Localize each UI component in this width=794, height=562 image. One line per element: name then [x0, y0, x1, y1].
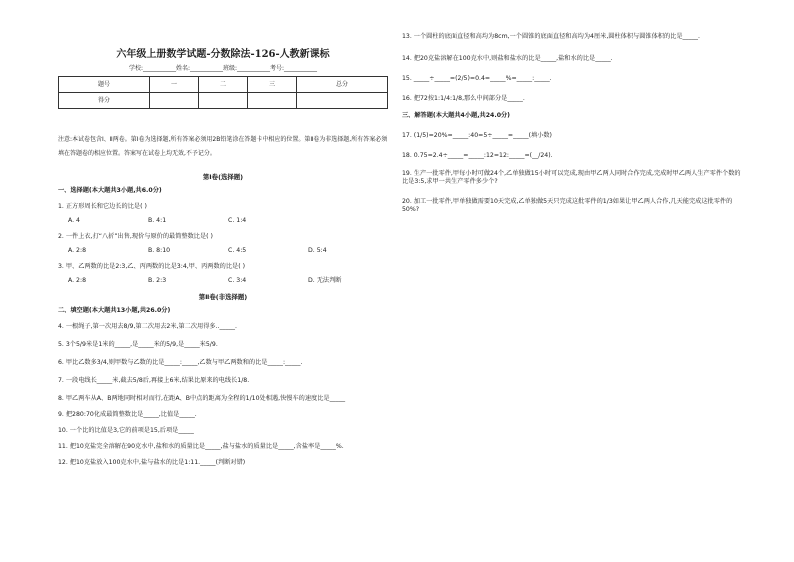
question-18: 18. 0.75=2.4÷_____=_____:12=12:_____=(__/24). — [402, 152, 553, 159]
option: A. 4 — [68, 217, 80, 224]
question-2: 2. 一件上衣,打“八折”出售,现价与原价的最简整数比是( ) — [58, 233, 213, 240]
option: B. 4:1 — [148, 217, 167, 224]
table-cell — [149, 93, 198, 109]
question-4: 4. 一根绳子,第一次用去8/9,第二次用去2米,第二次用得多.._____. — [58, 323, 237, 330]
question-19: 19. 生产一批零件,甲每小时可做24个,乙单独做15小时可以完成,现由甲乙两人同时合作完成,完成时甲乙两人生产零件个数的比是3:5,求甲一共生产零件多少个? — [402, 170, 741, 185]
table-row — [59, 77, 388, 93]
question-3: 3. 甲、乙两数的比是2:3,乙、丙两数的比是3:4,甲、丙两数的比是( ) — [58, 263, 246, 270]
option: D. 无法判断 — [308, 277, 342, 284]
option: C. 1:4 — [228, 217, 247, 224]
option: C. 3:4 — [228, 277, 247, 284]
page-title: 六年级上册数学试题-分数除法-126-人教新课标 — [116, 49, 330, 60]
table-cell: 题号 — [59, 77, 150, 93]
question-15: 15. _____÷_____=(2/5)=0.4=_____%=_____:_____. — [402, 75, 552, 82]
option: A. 2:8 — [68, 277, 87, 284]
table-cell: 得分 — [59, 93, 150, 109]
question-1: 1. 正方形周长和它边长的比是( ) — [58, 203, 147, 210]
part2-title: 第Ⅱ卷(非选择题) — [198, 293, 248, 301]
section-heading: 二、填空题(本大题共13小题,共26.0分) — [58, 307, 171, 314]
left-column — [58, 0, 388, 467]
section-heading: 三、解答题(本大题共4小题,共24.0分) — [402, 112, 511, 119]
options-2 — [58, 247, 388, 255]
table-cell: 一 — [149, 77, 198, 93]
option: A. 2:8 — [68, 247, 87, 254]
question-7: 7. 一段电线长_____米,截去5/8后,再接上6米,结果比原来的电线长1/8. — [58, 377, 250, 384]
question-8: 8. 甲乙两车从A、B两地同时相对而行,在距A、B中点的距离为全程的1/10处相遇,快慢车的速度比是_____ — [58, 395, 346, 402]
table-cell: 总分 — [297, 77, 388, 93]
question-9: 9. 把280:70化成最简整数比是_____,比值是_____. — [58, 411, 197, 418]
score-table — [58, 76, 388, 109]
question-16: 16. 把72按1:1/4:1/8,那么中间部分是_____. — [402, 95, 525, 102]
option: B. 2:3 — [148, 277, 167, 284]
table-cell: 二 — [198, 77, 247, 93]
question-11: 11. 把10克盐完全溶解在90克水中,盐和水的质量比是_____,盐与盐水的质量比是_____,含盐率是_____%. — [58, 443, 344, 450]
option: B. 8:10 — [148, 247, 171, 254]
table-cell — [297, 93, 388, 109]
table-cell — [247, 93, 296, 109]
question-20: 20. 加工一批零件,甲单独做需要10天完成,乙单独做5天只完成这批零件的1/3如果让甲乙两人合作,几天能完成这批零件的50%? — [402, 198, 733, 213]
options-1 — [58, 217, 388, 225]
student-info-line: 学校:___________姓名:___________班级:___________考号:___________ — [128, 65, 318, 72]
question-6: 6. 甲比乙数多3/4,则甲数与乙数的比是_____:_____,乙数与甲乙两数和的比是_____:_____. — [58, 359, 303, 366]
table-row — [59, 93, 388, 109]
exam-notice: 注意:本试卷包含Ⅰ、Ⅱ两卷。第Ⅰ卷为选择题,所有答案必须用2B铅笔涂在答题卡中相应的位置。第Ⅱ卷为非选择题,所有答案必须填在答题卷的相应位置。答案写在试卷上均无效,不予记分。 — [58, 136, 388, 157]
table-cell: 三 — [247, 77, 296, 93]
question-17: 17. (1/5)=20%=_____:40=5÷_____=_____(填小数) — [402, 132, 552, 139]
option: D. 5:4 — [308, 247, 327, 254]
section-heading: 一、选择题(本大题共3小题,共6.0分) — [58, 187, 162, 194]
question-12: 12. 把10克盐放入100克水中,盐与盐水的比是1:11._____(判断对错) — [58, 459, 246, 466]
option: C. 4:5 — [228, 247, 247, 254]
question-5: 5. 3个5/9米是1米的_____,是_____米的5/9,是_____米5/9. — [58, 341, 218, 348]
right-column — [402, 0, 742, 214]
question-13: 13. 一个圆柱的底面直径和高均为8cm,一个圆锥的底面直径和高均为4厘米,圆柱体积与圆锥体积的比是_____. — [402, 33, 700, 40]
question-14: 14. 把20克盐溶解在100克水中,则盐和盐水的比是_____,盐和水的比是_____. — [402, 55, 613, 62]
table-cell — [198, 93, 247, 109]
options-3 — [58, 277, 388, 285]
question-10: 10. 一个比的比值是3,它的前项是15,后项是_____ — [58, 427, 194, 434]
part1-title: 第Ⅰ卷(选择题) — [202, 173, 244, 181]
